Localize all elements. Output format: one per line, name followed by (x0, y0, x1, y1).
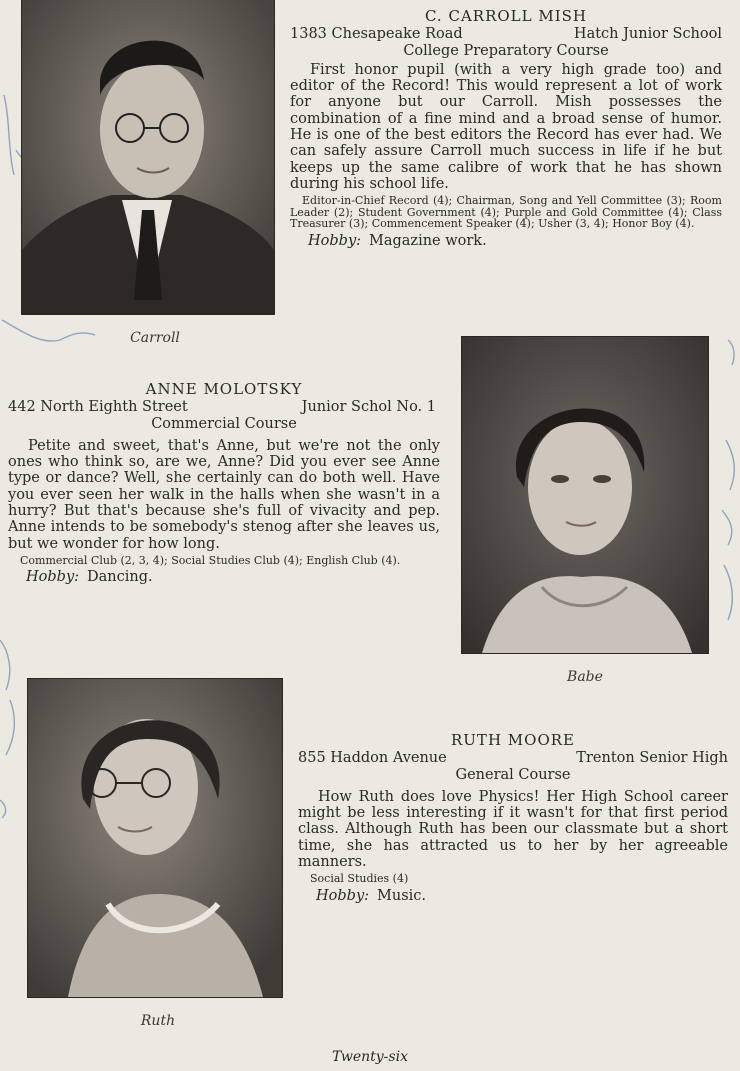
hobby-label: Hobby: (26, 569, 80, 586)
portrait-ruth (28, 679, 282, 997)
student-name: C. CARROLL MISH (424, 7, 587, 25)
address-line (8, 399, 440, 415)
caption-carroll: Carroll (130, 330, 180, 346)
course-name: Commercial Course (151, 415, 297, 432)
course-name: General Course (455, 766, 571, 783)
activities: Commercial Club (2, 3, 4); Social Studies Club (4); English Club (4). (20, 553, 401, 567)
hobby-value: Magazine work. (369, 232, 487, 249)
student-name: RUTH MOORE (451, 731, 575, 749)
previous-school: Junior Schol No. 1 (301, 399, 436, 416)
hobby-line (290, 233, 722, 249)
caption-ruth: Ruth (140, 1013, 176, 1029)
home-address: 1383 Chesapeake Road (290, 26, 463, 43)
address-line (298, 750, 728, 766)
home-address: 442 North Eighth Street (8, 399, 188, 416)
previous-school: Trenton Senior High (576, 750, 728, 767)
biography: How Ruth does love Physics! Her High School career might be less interesting if it wasn't for that first period class. Although Ruth has been our classmate but a short time, she has attracted us to her by her agreeable manners. (298, 788, 728, 871)
course-name: College Preparatory Course (403, 42, 609, 59)
hobby-label: Hobby: (308, 232, 362, 249)
biography: First honor pupil (with a very high grade too) and editor of the Record! This would represent a lot of work for anyone but our Carroll. Mish possesses the combination of a fine mind and a broad sense of humor. He is one of the best editors the Record has ever had. We can safely assure Carroll much success in life if he but keeps up the same calibre of work that he has shown during his school life. (290, 61, 722, 192)
activities: Social Studies (4) (310, 872, 409, 886)
activities: Editor-in-Chief Record (4); Chairman, Song and Yell Committee (3); Room Leader (2); Student Government (4); Purple and Gold Committee (4); Class Treasurer (3); Commencement Speaker (4); Usher (3, 4); Honor Boy (4). (290, 194, 722, 231)
portrait-anne (462, 337, 708, 653)
student-name: ANNE MOLOTSKY (145, 380, 303, 398)
home-address: 855 Haddon Avenue (298, 750, 447, 767)
address-line (290, 26, 722, 42)
hobby-line (8, 569, 440, 585)
entry-ruth-moore (298, 732, 728, 904)
entry-carroll-mish (290, 8, 722, 249)
entry-anne-molotsky (8, 381, 440, 586)
portrait-carroll (22, 0, 274, 314)
page-number: Twenty-six (332, 1049, 408, 1065)
biography: Petite and sweet, that's Anne, but we're not the only ones who think so, are we, Anne? Did you ever see Anne type or dance? Well, she certainly can do both well. Have you ever seen her walk in the halls when she wasn't in a hurry? But that's because she's full of vivacity and pep. Anne intends to be somebody's stenog after she leaves us, but we wonder for how long. (8, 437, 440, 552)
caption-anne: Babe (567, 669, 603, 685)
hobby-value: Dancing. (87, 569, 153, 586)
hobby-line (298, 888, 728, 904)
hobby-value: Music. (377, 887, 427, 904)
previous-school: Hatch Junior School (573, 26, 722, 43)
hobby-label: Hobby: (316, 887, 370, 904)
